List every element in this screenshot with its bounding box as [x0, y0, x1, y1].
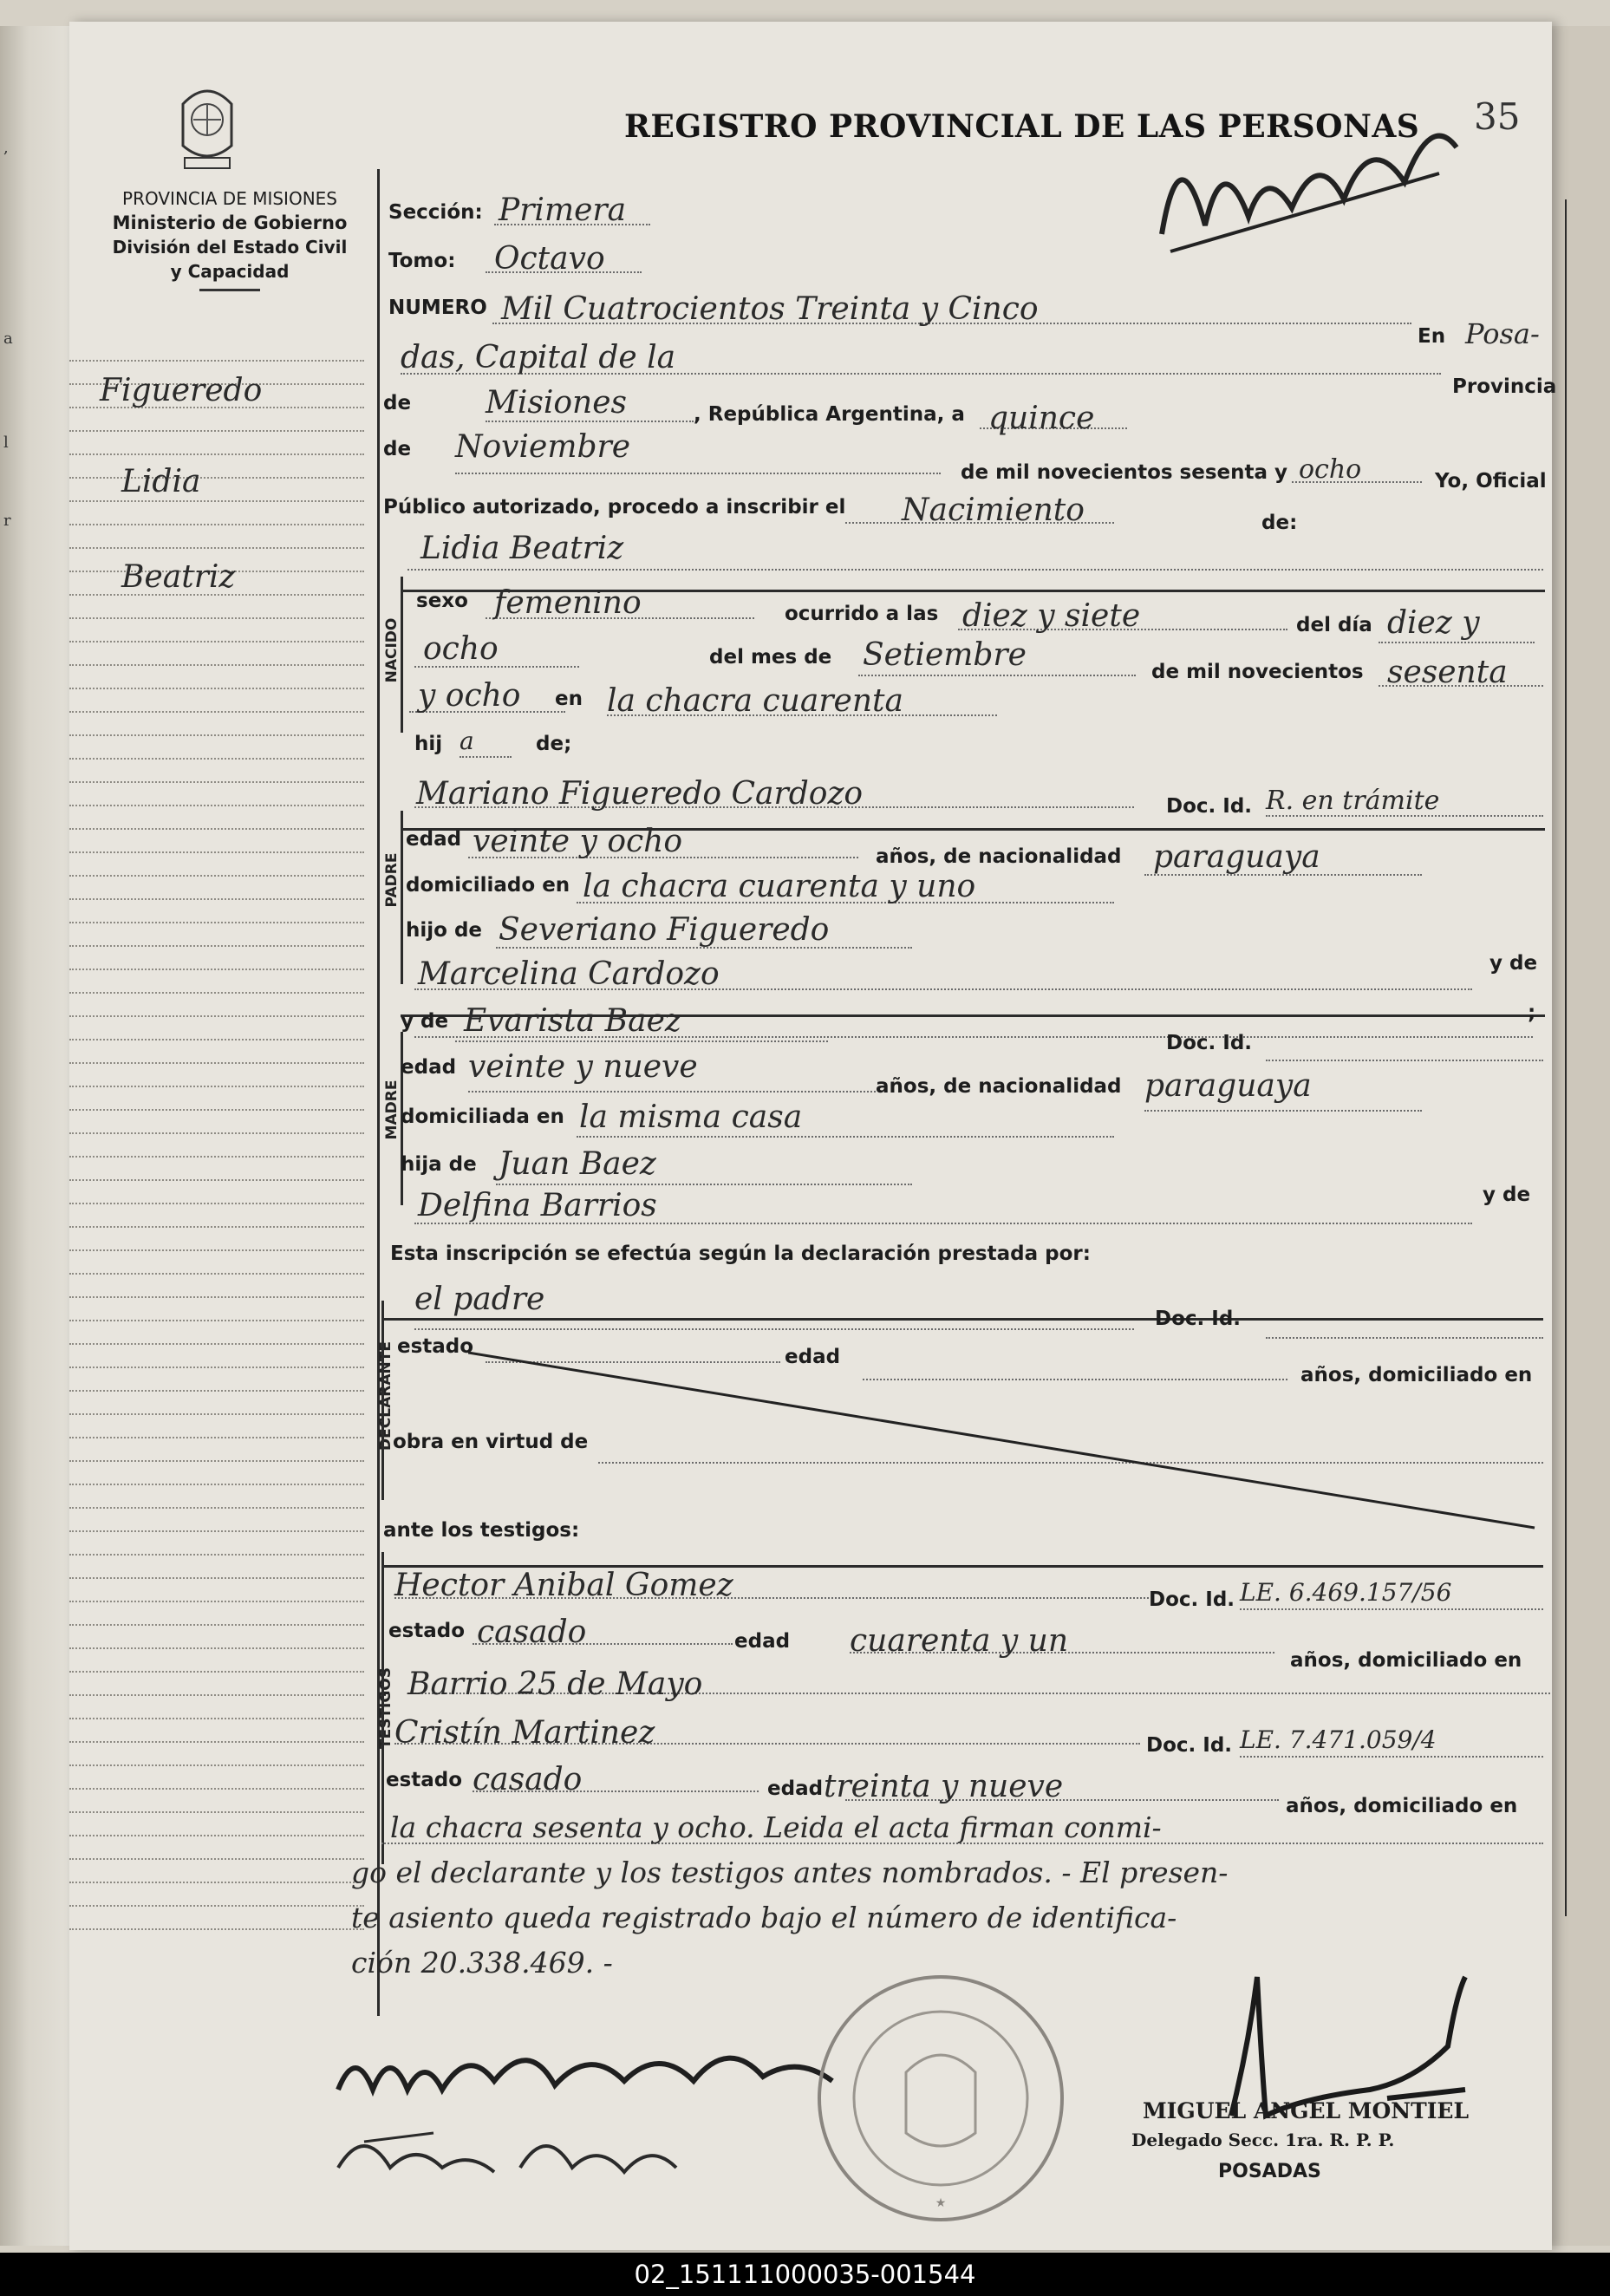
label-edad-t1: edad [734, 1630, 791, 1653]
value-madre-edad: veinte y nueve [468, 1049, 698, 1085]
label-estado-declarante: estado [397, 1335, 474, 1358]
label-hijo-de: hijo de [406, 919, 483, 942]
section-label-padre: PADRE [383, 852, 401, 908]
value-padre-padre: Severiano Figueredo [499, 912, 830, 948]
label-del-mes: del mes de [709, 646, 832, 669]
margin-rule-line [69, 1647, 364, 1649]
margin-rule-line [69, 477, 364, 479]
label-de-1: de [383, 392, 412, 414]
right-rule [1565, 199, 1567, 1916]
margin-rule-line [69, 828, 364, 830]
value-tomo: Octavo [494, 241, 605, 277]
field-line [455, 473, 941, 474]
value-nombre: Lidia Beatriz [420, 531, 624, 566]
field-line [1266, 1060, 1543, 1061]
margin-rule-line [69, 617, 364, 619]
value-cierre-2: te asiento queda registrado bajo el número de identifica- [351, 1901, 1177, 1934]
margin-rule-line [69, 1905, 364, 1907]
value-hij-suffix: a [460, 727, 474, 755]
margin-rule-line [69, 1718, 364, 1719]
page-right-edge [1552, 26, 1610, 2246]
value-lugar: la chacra cuarenta [607, 683, 903, 719]
field-line [1240, 1756, 1543, 1758]
label-del-dia: del día [1296, 614, 1372, 636]
margin-rule-line [69, 1484, 364, 1485]
value-padre-nombre: Mariano Figueredo Cardozo [416, 776, 864, 812]
field-line [1144, 1110, 1422, 1112]
margin-rule-line [69, 1156, 364, 1158]
margin-rule-line [69, 1296, 364, 1298]
witness-signature-icon [329, 2107, 694, 2202]
value-mes: Noviembre [455, 429, 631, 465]
margin-rule-line [69, 500, 364, 502]
header-divider [199, 289, 260, 291]
margin-rule-line [69, 1811, 364, 1813]
value-t1-nombre: Hector Anibal Gomez [394, 1568, 733, 1603]
margin-rule-line [69, 1507, 364, 1509]
margin-rule-line [69, 1203, 364, 1204]
value-ano: ocho [1299, 454, 1362, 485]
field-line [407, 569, 1543, 571]
value-ano-nac-2: y ocho [418, 678, 521, 714]
field-line [858, 675, 1136, 676]
margin-rule-line [69, 453, 364, 455]
value-t2-estado: casado [473, 1762, 583, 1797]
label-de-2: de [383, 438, 412, 460]
field-line [455, 1040, 828, 1042]
label-tomo: Tomo: [388, 250, 456, 272]
margin-rule-line [69, 1179, 364, 1181]
margin-rule-line [69, 781, 364, 783]
declarante-rule [381, 1301, 384, 1500]
label-estado-t1: estado [388, 1620, 466, 1642]
value-madre-madre: Delfina Barrios [418, 1188, 657, 1223]
label-de-colon: de: [1261, 512, 1298, 534]
official-name: MIGUEL ANGEL MONTIEL [1143, 2098, 1470, 2123]
folio-number: 35 [1474, 95, 1521, 138]
value-hora: diez y siete [962, 598, 1141, 634]
margin-rule-line [69, 1413, 364, 1415]
margin-rule-line [69, 1086, 364, 1087]
declarante-strike-line [468, 1335, 1543, 1535]
margin-rule-line [69, 1273, 364, 1275]
field-line [468, 1091, 876, 1093]
value-dia: quince [988, 401, 1095, 436]
field-line [1379, 642, 1535, 643]
label-nacionalidad-padre: años, de nacionalidad [876, 845, 1122, 868]
division-capacity: y Capacidad [170, 261, 290, 282]
value-provincia: Misiones [486, 385, 628, 421]
section-label-declarante: DECLARANTE [377, 1341, 394, 1451]
value-padre-dom: la chacra cuarenta y uno [583, 869, 976, 904]
margin-rule-line [69, 711, 364, 713]
label-numero: NUMERO [388, 297, 487, 319]
label-doc-id-padre: Doc. Id. [1166, 795, 1253, 818]
label-doc-id-t2: Doc. Id. [1146, 1734, 1233, 1757]
value-padre-doc: R. en trámite [1266, 786, 1440, 816]
label-estado-t2: estado [386, 1769, 463, 1791]
svg-text:★: ★ [935, 2196, 947, 2210]
margin-rule-line [69, 922, 364, 923]
field-line [460, 756, 512, 758]
label-edad-t2: edad [767, 1777, 824, 1800]
margin-rule-line [69, 945, 364, 947]
label-doc-id-t1: Doc. Id. [1149, 1588, 1235, 1611]
margin-rule-line [69, 1367, 364, 1368]
label-sexo: sexo [416, 590, 468, 612]
margin-rule-line [69, 1039, 364, 1040]
margin-rule-line [69, 1343, 364, 1345]
value-padre-madre: Marcelina Cardozo [418, 956, 720, 992]
value-dia-nac-1: diez y [1387, 605, 1480, 641]
label-seccion: Sección: [388, 201, 483, 224]
label-domiciliado-padre: domiciliado en [406, 874, 570, 897]
label-edad-madre: edad [401, 1056, 457, 1079]
margin-rule-line [69, 758, 364, 760]
label-hij: hij [414, 733, 443, 755]
label-domiciliada: domiciliada en [401, 1106, 564, 1128]
official-role: Delegado Secc. 1ra. R. P. P. [1131, 2130, 1395, 2150]
separator-declarante-top [381, 1318, 1543, 1321]
margin-rule-line [69, 875, 364, 877]
margin-rule-line [69, 1015, 364, 1017]
value-t2-edad: treinta y nueve [824, 1769, 1064, 1804]
margin-rule-line [69, 524, 364, 525]
padre-rule [401, 811, 403, 984]
margin-rule-line [69, 430, 364, 432]
label-obra: obra en virtud de [393, 1431, 589, 1453]
margin-rule-line [69, 1554, 364, 1556]
label-doc-id-madre: Doc. Id. [1166, 1032, 1253, 1054]
ministry-name: Ministerio de Gobierno [112, 212, 348, 233]
margin-rule-line [69, 1694, 364, 1696]
margin-rule-line [69, 1109, 364, 1111]
archive-caption-bar [0, 2253, 1610, 2296]
margin-rule-line [69, 992, 364, 994]
label-y-de-padre: y de [1489, 952, 1538, 975]
value-posadas-1: Posa- [1465, 317, 1540, 350]
margin-rule-line [69, 851, 364, 853]
value-t1-dom: Barrio 25 de Mayo [407, 1667, 703, 1702]
page-title: REGISTRO PROVINCIAL DE LAS PERSONAS [624, 108, 1420, 145]
margin-rule-line [69, 969, 364, 970]
margin-second-name: Beatriz [121, 559, 236, 595]
value-cierre-3: ción 20.338.469. - [351, 1946, 613, 1980]
value-t2-dom: la chacra sesenta y ocho. Leida el acta firman conmi- [390, 1810, 1162, 1844]
margin-rule-line [69, 734, 364, 736]
field-line [1240, 1608, 1543, 1610]
label-republica: , República Argentina, a [694, 403, 965, 426]
margin-first-name: Lidia [121, 464, 201, 499]
value-t2-nombre: Cristín Martinez [394, 1715, 655, 1751]
label-domiciliado-t1: años, domiciliado en [1290, 1649, 1522, 1672]
label-en: En [1418, 325, 1446, 348]
label-mil-novecientos: de mil novecientos sesenta y [961, 461, 1288, 484]
label-de-3: de; [536, 733, 572, 755]
value-madre-nac: paraguaya [1144, 1068, 1312, 1104]
field-line [577, 1136, 1114, 1138]
label-hija-de: hija de [401, 1153, 477, 1176]
label-domiciliado-declarante: años, domiciliado en [1300, 1364, 1533, 1386]
value-t1-doc: LE. 6.469.157/56 [1240, 1578, 1452, 1607]
value-mes-nac: Setiembre [863, 637, 1027, 673]
value-acto: Nacimiento [902, 492, 1085, 528]
margin-rule-line [69, 1858, 364, 1860]
value-sexo: femenino [494, 585, 642, 621]
value-cierre-1: go el declarante y los testigos antes nombrados. - El presen- [351, 1856, 1229, 1889]
value-posadas-2: das, Capital de la [401, 340, 676, 375]
margin-rule-line [69, 1788, 364, 1790]
margin-rule-line [69, 1132, 364, 1134]
margin-rule-line [69, 1882, 364, 1883]
value-padre-edad: veinte y ocho [473, 824, 683, 859]
field-line [414, 1328, 1134, 1330]
registrar-signature-icon [1144, 95, 1474, 277]
section-label-nacido: NACIDO [383, 617, 401, 683]
value-t1-edad: cuarenta y un [850, 1623, 1069, 1659]
margin-rule-line [69, 1460, 364, 1462]
margin-rule-line [69, 898, 364, 900]
previous-page-edge: , a l r [0, 26, 71, 2246]
label-yo-oficial: Yo, Oficial [1435, 470, 1547, 492]
margin-rule-line [69, 1671, 364, 1673]
value-dia-nac-2: ocho [423, 631, 499, 667]
value-t1-estado: casado [477, 1614, 587, 1650]
label-provincia: Provincia [1452, 375, 1557, 398]
margin-rule-line [69, 664, 364, 666]
label-edad-declarante: edad [785, 1346, 841, 1368]
margin-rule-line [69, 1928, 364, 1930]
value-madre-dom: la misma casa [579, 1099, 803, 1135]
label-en-2: en [555, 688, 583, 710]
value-t2-doc: LE. 7.471.059/4 [1240, 1725, 1437, 1754]
margin-rule-line [69, 360, 364, 362]
margin-surname: Figueredo [100, 373, 263, 408]
margin-rule-line [69, 1390, 364, 1392]
margin-rule-line [69, 641, 364, 642]
value-madre-padre: Juan Baez [499, 1146, 656, 1182]
label-publico: Público autorizado, procedo a inscribir el [383, 496, 846, 519]
margin-rule-line [69, 1835, 364, 1836]
margin-rule-line [69, 1226, 364, 1228]
margin-rule-line [69, 1624, 364, 1626]
label-mil-novecientos-2: de mil novecientos [1151, 661, 1364, 683]
margin-rule-line [69, 1530, 364, 1532]
margin-rule-line [69, 1062, 364, 1064]
label-nacionalidad-madre: años, de nacionalidad [876, 1075, 1122, 1098]
value-ano-nac-1: sesenta [1387, 655, 1508, 690]
field-line [496, 1184, 912, 1185]
margin-rule-line [69, 1601, 364, 1602]
margin-rule-line [69, 1577, 364, 1579]
coat-of-arms-icon [178, 78, 237, 173]
label-doc-id-declarante: Doc. Id. [1155, 1308, 1242, 1330]
margin-rule-line [69, 805, 364, 806]
field-line [486, 421, 694, 422]
value-declarante: el padre [414, 1282, 545, 1317]
value-madre-nombre: Evarista Baez [464, 1003, 681, 1039]
division-name: División del Estado Civil [112, 237, 348, 258]
label-y-de-madre-2: y de [1483, 1184, 1531, 1206]
margin-rule-line [69, 1764, 364, 1766]
label-edad-padre: edad [406, 828, 462, 851]
issuer-block [82, 186, 377, 291]
margin-rule-line [69, 1249, 364, 1251]
archive-code: 02_151111000035-001544 [634, 2260, 976, 2289]
margin-rule-line [69, 688, 364, 689]
value-padre-nac: paraguaya [1153, 839, 1320, 875]
section-label-testigos: TESTIGOS [377, 1667, 394, 1750]
label-semicolon: ; [1528, 1001, 1536, 1024]
section-label-madre: MADRE [383, 1080, 401, 1140]
label-ante-testigos: ante los testigos: [383, 1519, 580, 1542]
province-name: PROVINCIA DE MISIONES [122, 188, 337, 209]
margin-rule-line [69, 547, 364, 549]
label-esta-inscripcion: Esta inscripción se efectúa según la declaración prestada por: [390, 1243, 1091, 1265]
label-domiciliado-t2: años, domiciliado en [1286, 1795, 1518, 1817]
testigos-rule [381, 1552, 384, 1864]
value-seccion: Primera [499, 192, 627, 228]
margin-rule-line [69, 1741, 364, 1743]
nacido-rule [401, 577, 403, 733]
margin-rule-line [69, 1437, 364, 1438]
margin-rule-line [69, 1320, 364, 1321]
label-ocurrido: ocurrido a las [785, 603, 939, 625]
official-city: POSADAS [1218, 2161, 1321, 2182]
official-seal-icon [811, 1968, 1071, 2228]
value-numero: Mil Cuatrocientos Treinta y Cinco [501, 291, 1039, 327]
label-y-de-madre: y de [401, 1010, 449, 1033]
